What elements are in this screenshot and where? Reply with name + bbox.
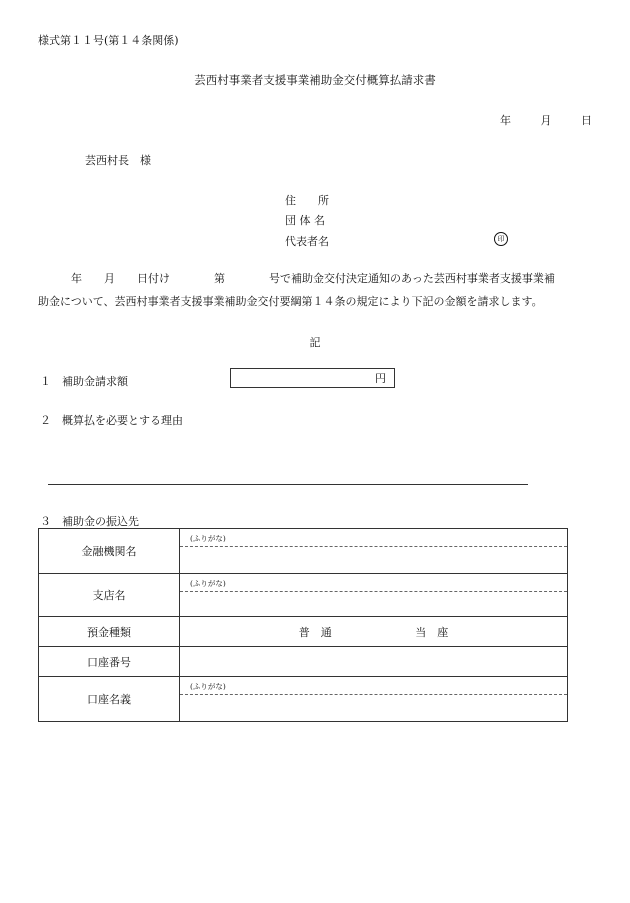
reason-label: ２ 概算払を必要とする理由 <box>40 414 183 427</box>
organization-label: 団 体 名 <box>285 214 325 227</box>
furigana-label: (ふりがな) <box>190 579 226 588</box>
account-holder-field[interactable] <box>180 677 568 722</box>
dashed-divider <box>180 694 567 695</box>
dashed-divider <box>180 591 567 592</box>
deposit-option-futsu[interactable]: 普 通 <box>298 625 332 639</box>
table-row <box>39 617 568 647</box>
account-holder-label: 口座名義 <box>39 677 180 722</box>
deposit-option-toza[interactable]: 当 座 <box>415 625 449 639</box>
bank-name-field[interactable] <box>180 529 568 574</box>
year-label: 年 <box>500 114 511 127</box>
table-row <box>39 647 568 677</box>
seal-mark: 印 <box>494 232 508 246</box>
body-text-line1: 年 月 日付け 第 号で補助金交付決定通知のあった芸西村事業者支援事業補 <box>38 272 555 285</box>
addressee: 芸西村長 様 <box>85 154 151 167</box>
deposit-type-label: 預金種類 <box>39 617 180 647</box>
table-row <box>39 574 568 617</box>
bank-table <box>38 528 568 722</box>
furigana-label: (ふりがな) <box>190 682 226 691</box>
reason-line[interactable] <box>48 484 528 485</box>
furigana-label: (ふりがな) <box>190 534 226 543</box>
branch-name-label: 支店名 <box>39 574 180 617</box>
address-label: 住 所 <box>285 194 329 207</box>
account-number-label: 口座番号 <box>39 647 180 677</box>
yen-unit: 円 <box>375 372 386 385</box>
branch-name-field[interactable] <box>180 574 568 617</box>
document-title: 芸西村事業者支援事業補助金交付概算払請求書 <box>194 73 436 87</box>
transfer-label: ３ 補助金の振込先 <box>40 515 139 528</box>
account-number-field[interactable] <box>180 647 568 677</box>
day-label: 日 <box>581 114 592 127</box>
form-number: 様式第１１号(第１４条関係) <box>38 34 179 47</box>
month-label: 月 <box>540 114 552 127</box>
representative-label: 代表者名 <box>285 235 329 248</box>
claim-amount-field[interactable] <box>230 368 395 388</box>
table-row <box>39 529 568 574</box>
bank-name-label: 金融機関名 <box>39 529 180 574</box>
claim-amount-label: １ 補助金請求額 <box>40 375 128 388</box>
deposit-type-field <box>180 617 568 647</box>
table-row <box>39 677 568 722</box>
ki-heading: 記 <box>309 336 321 349</box>
body-text-line2: 助金について、芸西村事業者支援事業補助金交付要綱第１４条の規定により下記の金額を請求します。 <box>38 295 543 308</box>
dashed-divider <box>180 546 567 547</box>
date-fields <box>486 112 592 128</box>
